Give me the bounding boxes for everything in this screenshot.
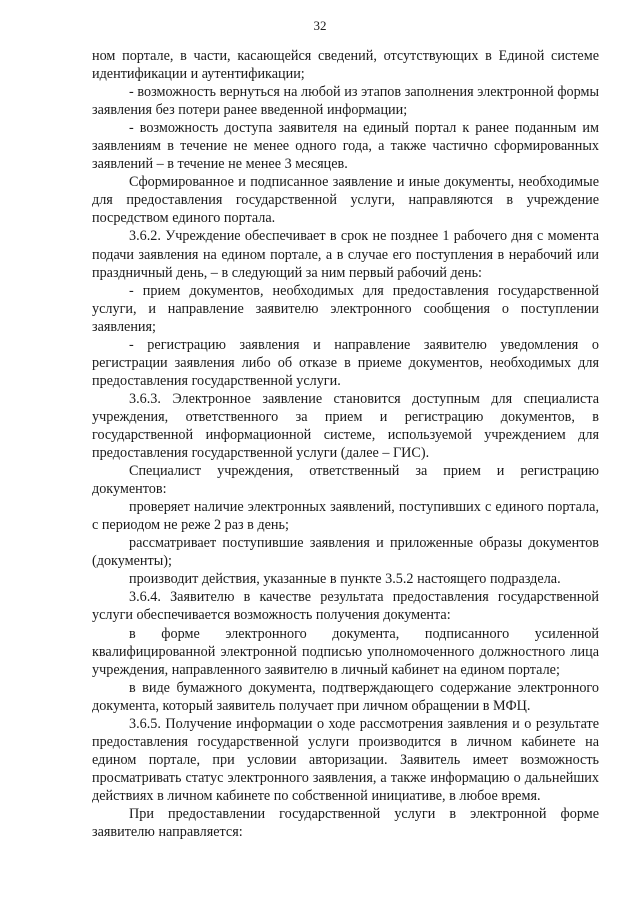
paragraph: рассматривает поступившие заявления и приложенные образы документов (документы); [92,535,599,570]
paragraph: При предоставлении государственной услуги в электронной форме заявителю направляется: [92,805,599,841]
paragraph: 3.6.4. Заявителю в качестве результата предоставления государственной услуги обеспечивается возможность получения документа: [92,589,599,624]
paragraph: - возможность доступа заявителя на единый портал к ранее поданным им заявлениям в течение не менее одного года, а также частично сформированных заявлений – в течение не менее 3 месяцев. [92,120,599,173]
paragraph: проверяет наличие электронных заявлений, поступивших с единого портала, с периодом не реже 2 раз в день; [92,499,599,534]
paragraph: в форме электронного документа, подписанного усиленной квалифицированной электронной подписью уполномоченного должностного лица учреждения, направленного заявителю в личный кабинет на едином портале; [92,625,599,678]
paragraph: производит действия, указанные в пункте 3.5.2 настоящего подраздела. [129,571,561,588]
paragraph: - прием документов, необходимых для предоставления государственной услуги, и направление заявителю электронного сообщения о поступлении заявления; [92,282,599,335]
paragraph: ном портале, в части, касающейся сведений, отсутствующих в Единой системе идентификации и аутентификации; [92,48,599,83]
paragraph: в виде бумажного документа, подтверждающего содержание электронного документа, который заявитель получает при личном обращении в МФЦ. [92,679,599,714]
paragraph: 3.6.2. Учреждение обеспечивает в срок не позднее 1 рабочего дня с момента подачи заявления на едином портале, а в случае его поступления в нерабочий или праздничный день, – в следующий за ним первый рабочий день: [92,228,599,281]
paragraph: 3.6.5. Получение информации о ходе рассмотрения заявления и о результате предоставления государственной услуги производится в личном кабинете на едином портале, при условии авторизации. Заявитель имеет возможность просматривать статус электронного заявления, а также информацию о дальнейших действиях в личном кабинете по собственной инициативе, в любое время. [92,715,599,804]
paragraph: 3.6.3. Электронное заявление становится доступным для специалиста учреждения, ответственного за прием и регистрацию документов, в государственной информационной системе, используемой учреждением для предоставления государственной услуги (далее – ГИС). [92,390,599,462]
paragraph: - возможность вернуться на любой из этапов заполнения электронной формы заявления без потери ранее введенной информации; [92,84,599,119]
document-body [92,47,599,841]
paragraph: Специалист учреждения, ответственный за прием и регистрацию документов: [92,463,599,498]
paragraph: Сформированное и подписанное заявление и иные документы, необходимые для предоставления государственной услуги, направляются в учреждение посредством единого портала. [92,174,599,227]
page-number: 32 [313,18,327,33]
paragraph: - регистрацию заявления и направление заявителю уведомления о регистрации заявления либо об отказе в приеме документов, необходимых для предоставления государственной услуги. [92,336,599,389]
